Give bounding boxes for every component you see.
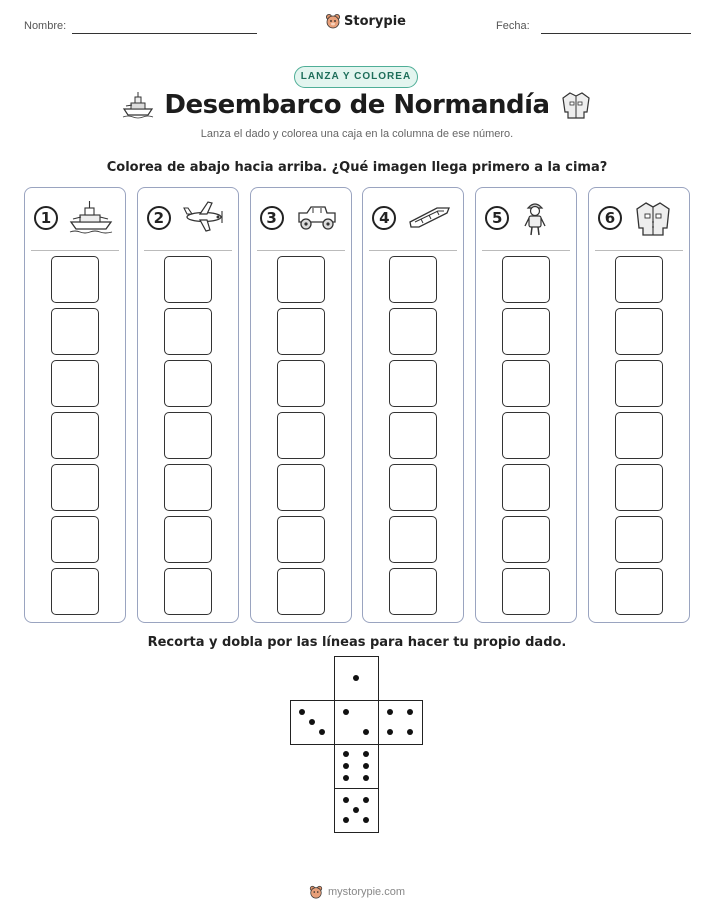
color-box[interactable] <box>164 516 212 563</box>
color-box[interactable] <box>51 412 99 459</box>
dice-pip <box>363 797 369 803</box>
column-number: 2 <box>147 206 171 230</box>
dice-pip <box>343 751 349 757</box>
color-box[interactable] <box>502 256 550 303</box>
column-header <box>251 188 351 250</box>
dice-face-4 <box>378 700 423 745</box>
brand-name: Storypie <box>344 13 406 29</box>
column-divider <box>595 250 683 251</box>
military-jacket-icon <box>633 200 673 243</box>
color-box[interactable] <box>389 360 437 407</box>
color-box[interactable] <box>51 568 99 615</box>
color-box[interactable] <box>164 308 212 355</box>
color-box[interactable] <box>615 412 663 459</box>
instruction: Colorea de abajo hacia arriba. ¿Qué imagen llega primero a la cima? <box>106 160 608 175</box>
color-box[interactable] <box>389 464 437 511</box>
battleship-icon <box>122 91 154 119</box>
color-box[interactable] <box>164 412 212 459</box>
color-box[interactable] <box>277 412 325 459</box>
color-box[interactable] <box>277 308 325 355</box>
date-label: Fecha: <box>496 20 530 32</box>
column-number: 6 <box>598 206 622 230</box>
dice-pip <box>363 751 369 757</box>
dice-pip <box>343 763 349 769</box>
color-box[interactable] <box>277 464 325 511</box>
color-box[interactable] <box>277 360 325 407</box>
color-box[interactable] <box>389 308 437 355</box>
jeep-icon <box>295 200 339 239</box>
color-box[interactable] <box>615 308 663 355</box>
military-jacket-icon <box>560 90 592 120</box>
dice-pip <box>363 817 369 823</box>
color-box[interactable] <box>389 412 437 459</box>
landing-boat-icon <box>407 200 451 239</box>
column-2 <box>137 187 239 623</box>
battleship-icon <box>69 200 113 239</box>
column-header <box>138 188 238 250</box>
color-box[interactable] <box>389 256 437 303</box>
column-divider <box>257 250 345 251</box>
color-box[interactable] <box>164 256 212 303</box>
color-box[interactable] <box>502 412 550 459</box>
column-number: 5 <box>485 206 509 230</box>
color-box[interactable] <box>277 568 325 615</box>
column-5 <box>475 187 577 623</box>
color-box[interactable] <box>277 516 325 563</box>
column-divider <box>482 250 570 251</box>
column-divider <box>144 250 232 251</box>
page-title: Desembarco de Normandía <box>164 90 550 120</box>
column-number: 3 <box>260 206 284 230</box>
color-box[interactable] <box>502 516 550 563</box>
color-box[interactable] <box>615 256 663 303</box>
color-box[interactable] <box>615 568 663 615</box>
dice-pip <box>363 775 369 781</box>
column-6 <box>588 187 690 623</box>
activity-badge: LANZA Y COLOREA <box>294 66 418 88</box>
footer <box>0 885 714 899</box>
color-box[interactable] <box>502 568 550 615</box>
column-number: 4 <box>372 206 396 230</box>
color-box[interactable] <box>51 308 99 355</box>
dice-pip <box>343 817 349 823</box>
columns-grid <box>24 187 690 624</box>
color-box[interactable] <box>389 516 437 563</box>
color-box[interactable] <box>615 516 663 563</box>
cut-instruction: Recorta y dobla por las líneas para hacer tu propio dado. <box>147 635 567 650</box>
column-4 <box>362 187 464 623</box>
column-header <box>589 188 689 250</box>
column-divider <box>369 250 457 251</box>
soldier-icon <box>520 200 550 243</box>
dice-pip <box>363 763 369 769</box>
column-header <box>363 188 463 250</box>
storypie-logo <box>325 13 406 29</box>
color-box[interactable] <box>615 360 663 407</box>
color-box[interactable] <box>389 568 437 615</box>
name-line <box>72 33 257 34</box>
dice-pip <box>387 729 393 735</box>
dice-pip <box>319 729 325 735</box>
date-line <box>541 33 691 34</box>
dice-pip <box>387 709 393 715</box>
column-header <box>476 188 576 250</box>
dice-pip <box>353 807 359 813</box>
dice-face-1 <box>334 656 379 701</box>
dice-pip <box>309 719 315 725</box>
color-box[interactable] <box>277 256 325 303</box>
dice-pip <box>343 775 349 781</box>
color-box[interactable] <box>164 464 212 511</box>
dice-pip <box>343 797 349 803</box>
dice-pip <box>343 709 349 715</box>
color-box[interactable] <box>164 568 212 615</box>
subtitle: Lanza el dado y colorea una caja en la columna de ese número. <box>200 128 514 140</box>
dice-net <box>290 656 424 834</box>
dice-face-5 <box>334 788 379 833</box>
color-box[interactable] <box>51 516 99 563</box>
dice-pip <box>407 709 413 715</box>
column-divider <box>31 250 119 251</box>
dice-face-6 <box>334 744 379 789</box>
dice-pip <box>299 709 305 715</box>
color-box[interactable] <box>502 360 550 407</box>
color-box[interactable] <box>51 360 99 407</box>
column-3 <box>250 187 352 623</box>
column-1 <box>24 187 126 623</box>
color-box[interactable] <box>615 464 663 511</box>
column-header <box>25 188 125 250</box>
color-box[interactable] <box>51 464 99 511</box>
bear-icon <box>325 13 341 29</box>
dice-pip <box>353 675 359 681</box>
column-number: 1 <box>34 206 58 230</box>
color-box[interactable] <box>164 360 212 407</box>
title-row <box>0 90 714 120</box>
bear-icon <box>309 885 323 899</box>
color-box[interactable] <box>502 464 550 511</box>
dice-face-3 <box>290 700 335 745</box>
color-box[interactable] <box>51 256 99 303</box>
color-box[interactable] <box>502 308 550 355</box>
airplane-icon <box>182 200 226 239</box>
dice-face-2 <box>334 700 379 745</box>
dice-pip <box>363 729 369 735</box>
name-label: Nombre: <box>24 20 67 32</box>
dice-pip <box>407 729 413 735</box>
footer-url: mystorypie.com <box>327 886 406 898</box>
